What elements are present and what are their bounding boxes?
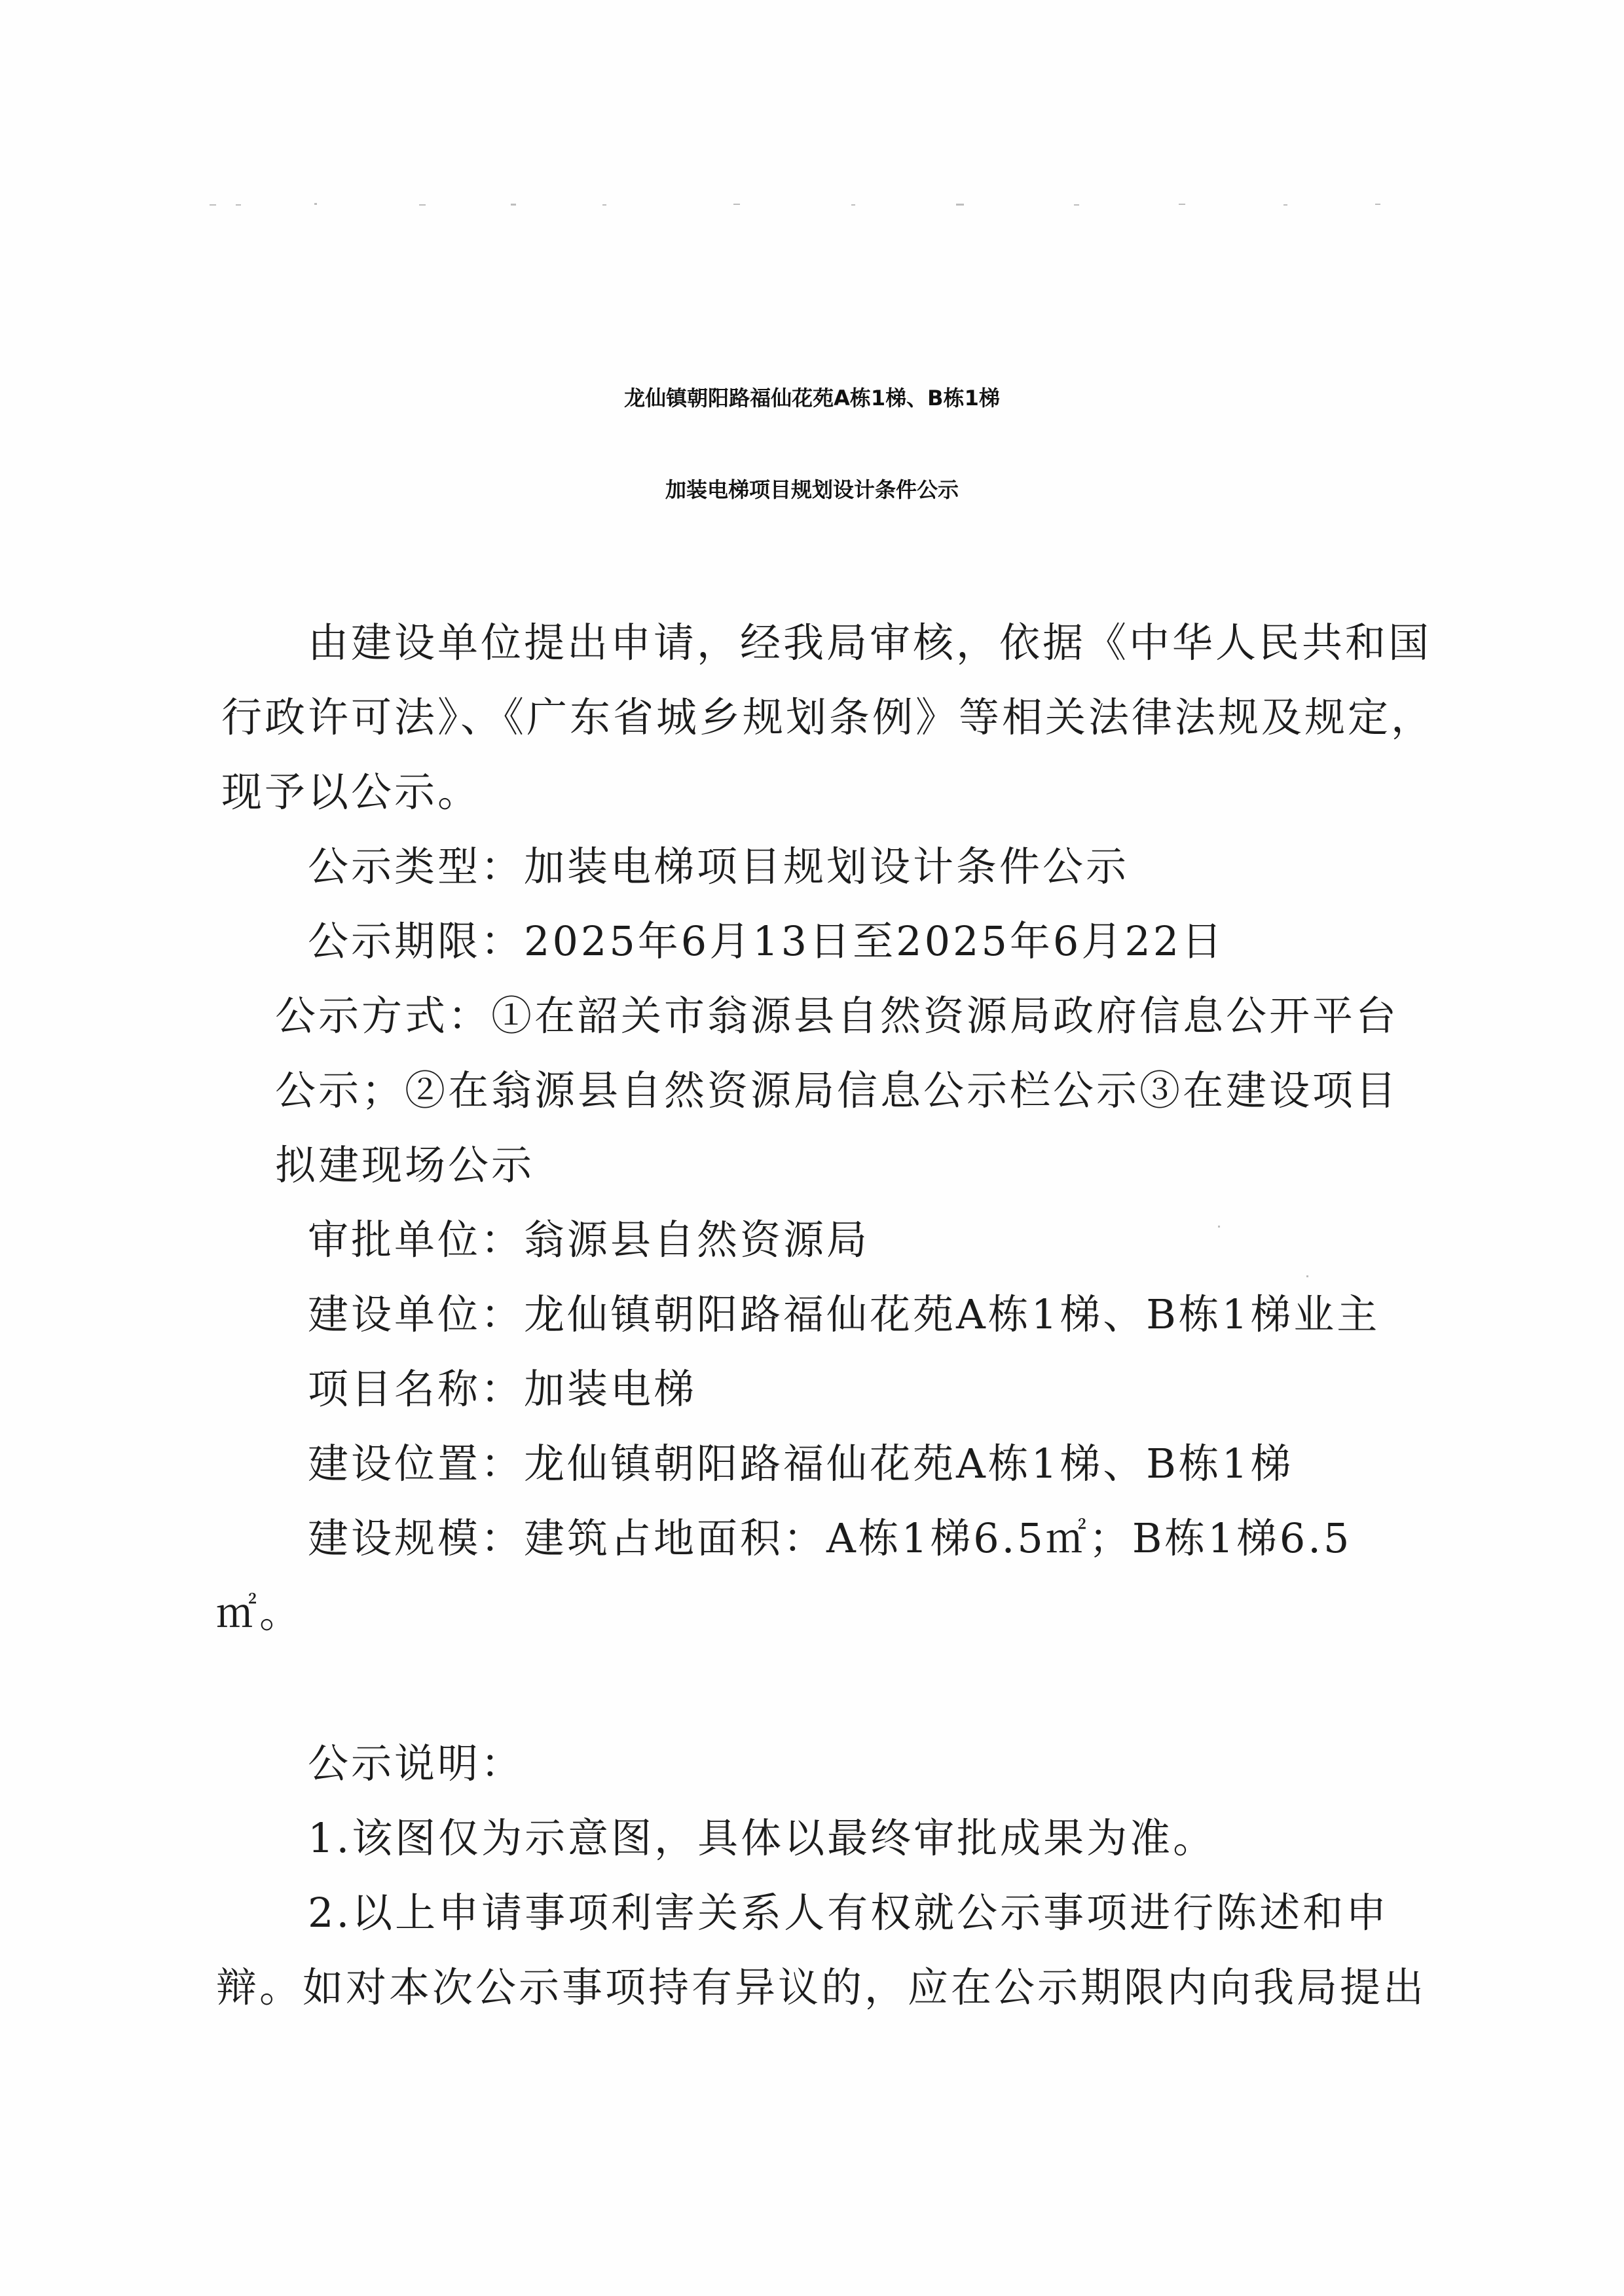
notice-type: 公示类型：加装电梯项目规划设计条件公示 xyxy=(308,843,1130,890)
intro-line-1: 由建设单位提出申请，经我局审核，依据《中华人民共和国 xyxy=(308,619,1432,666)
title-line-2: 加装电梯项目规划设计条件公示 xyxy=(665,477,959,502)
notes-item-2-line-2: 辩。如对本次公示事项持有异议的，应在公示期限内向我局提出 xyxy=(216,1963,1427,2011)
approving-unit: 审批单位：翁源县自然资源局 xyxy=(308,1216,870,1264)
notice-method-line-1: 公示方式：①在韶关市翁源县自然资源局政府信息公开平台 xyxy=(275,992,1399,1040)
construction-location: 建设位置：龙仙镇朝阳路福仙花苑A栋1梯、B栋1梯 xyxy=(308,1440,1294,1487)
notes-item-2-line-1: 2.以上申请事项利害关系人有权就公示事项进行陈述和申 xyxy=(308,1889,1390,1937)
project-name: 项目名称：加装电梯 xyxy=(308,1365,697,1413)
title-line-1: 龙仙镇朝阳路福仙花苑A栋1梯、B栋1梯 xyxy=(624,386,1000,410)
construction-unit: 建设单位：龙仙镇朝阳路福仙花苑A栋1梯、B栋1梯业主 xyxy=(308,1290,1380,1338)
notice-method-line-2: 公示；②在翁源县自然资源局信息公示栏公示③在建设项目 xyxy=(275,1066,1399,1114)
intro-line-2: 行政许可法》、《广东省城乡规划条例》等相关法律法规及规定， xyxy=(221,693,1435,741)
notes-heading: 公示说明： xyxy=(308,1740,525,1787)
intro-line-3: 现予以公示。 xyxy=(221,768,481,816)
notice-method-line-3: 拟建现场公示 xyxy=(275,1141,535,1189)
construction-scale-line-1: 建设规模：建筑占地面积：A栋1梯6.5㎡；B栋1梯6.5 xyxy=(308,1514,1352,1562)
notice-period: 公示期限：2025年6月13日至2025年6月22日 xyxy=(308,917,1225,965)
notes-item-1: 1.该图仅为示意图，具体以最终审批成果为准。 xyxy=(308,1814,1217,1862)
construction-scale-line-2: ㎡。 xyxy=(216,1589,303,1637)
